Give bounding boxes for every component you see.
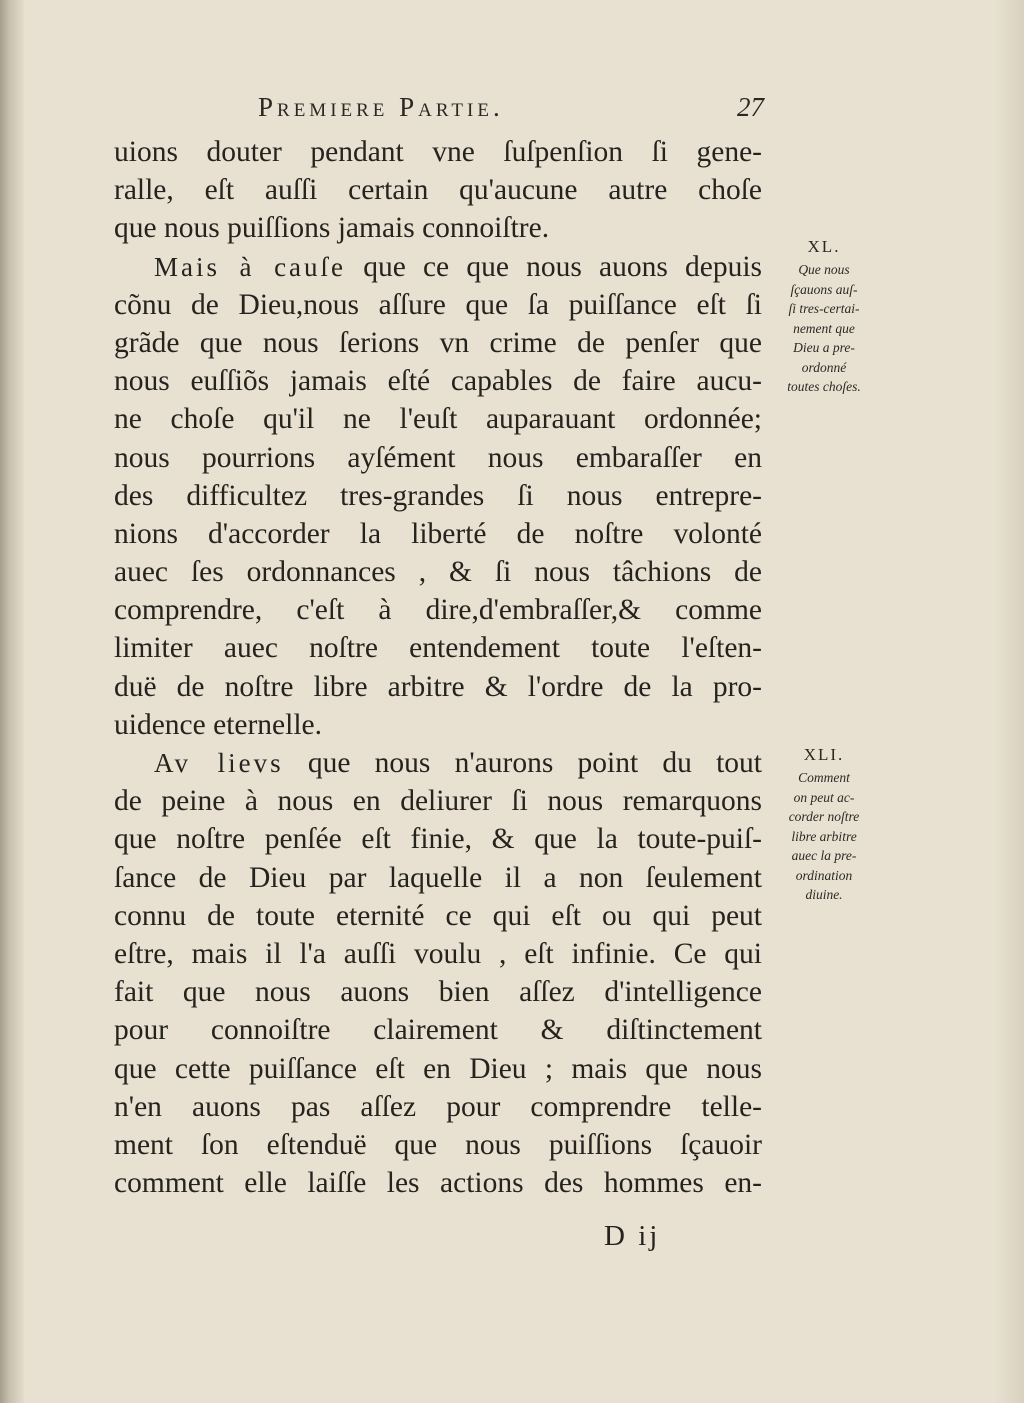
page-edge-shadow bbox=[994, 0, 1024, 1403]
main-text-block bbox=[114, 133, 762, 1202]
text-line: nous pourrions ayſément nous embaraſſer en bbox=[114, 441, 762, 474]
margin-note-xli bbox=[770, 744, 878, 905]
signature-mark: D ij bbox=[604, 1220, 661, 1252]
text-line: grãde que nous ſerions vn crime de penſer que bbox=[114, 326, 762, 359]
text-line: des difficultez tres-grandes ſi nous entrepre- bbox=[114, 479, 762, 512]
margin-note-line: diuine. bbox=[805, 887, 843, 902]
text-line: fait que nous auons bien aſſez d'intelligence bbox=[114, 976, 762, 1009]
margin-note-line: on peut ac- bbox=[793, 789, 855, 805]
margin-note-line: ordonné bbox=[801, 359, 847, 375]
margin-note-number: XLI. bbox=[803, 745, 845, 764]
paragraph-opener: Av lievs bbox=[154, 748, 284, 778]
text-line: nions d'accorder la liberté de noſtre volonté bbox=[114, 517, 762, 550]
margin-note-line: ſçauons auſ- bbox=[790, 281, 858, 297]
page-number: 27 bbox=[737, 92, 764, 122]
text-line: comprendre, c'eſt à dire,d'embraſſer,& comme bbox=[114, 594, 762, 627]
text-line: connu de toute eternité ce qui eſt ou qui peut bbox=[114, 899, 762, 932]
text-line: limiter auec noſtre entendement toute l'eſten- bbox=[114, 632, 762, 665]
text-line: pour connoiſtre clairement & diſtinctement bbox=[114, 1014, 762, 1047]
margin-note-line: Dieu a pre- bbox=[793, 340, 855, 355]
text-line: ment ſon eſtenduë que nous puiſſions ſçauoir bbox=[114, 1128, 762, 1161]
margin-note-line: corder noſtre bbox=[788, 809, 860, 824]
text-line: duë de noſtre libre arbitre & l'ordre de la pro- bbox=[114, 670, 762, 703]
margin-note-line: toutes choſes. bbox=[787, 379, 861, 394]
text-line: que cette puiſſance eſt en Dieu ; mais que nous bbox=[114, 1052, 762, 1085]
text-line: comment elle laiſſe les actions des hommes en- bbox=[114, 1167, 762, 1200]
margin-note-xl bbox=[770, 236, 878, 397]
text-line: n'en auons pas aſſez pour comprendre telle- bbox=[114, 1090, 762, 1123]
running-title: Premiere Partie. bbox=[258, 92, 504, 122]
margin-note-line: ſi tres-certai- bbox=[788, 301, 860, 316]
text-line: cõnu de Dieu,nous aſſure que ſa puiſſance eſt ſi bbox=[114, 288, 762, 321]
paragraph-opening-line bbox=[114, 744, 762, 782]
paragraph-opening-line bbox=[114, 248, 762, 286]
paragraph-opener: Mais à cauſe bbox=[154, 251, 347, 282]
page-header bbox=[258, 92, 768, 132]
text-line: que noſtre penſée eſt finie, & que la toute-puiſ- bbox=[114, 823, 762, 856]
margin-note-line: nement que bbox=[793, 320, 855, 336]
margin-note-line: Que nous bbox=[798, 262, 850, 277]
margin-note-line: auec la pre- bbox=[791, 848, 857, 863]
text-line: ralle, eſt auſſi certain qu'aucune autre choſe bbox=[114, 174, 762, 207]
text-line: eſtre, mais il l'a auſſi voulu , eſt infinie. Ce qui bbox=[114, 937, 762, 970]
text-line-rest: que nous n'aurons point du tout bbox=[307, 747, 763, 779]
text-line: ne choſe qu'il ne l'euſt auparauant ordonnée; bbox=[114, 403, 762, 436]
margin-note-line: ordination bbox=[795, 867, 853, 883]
margin-note-line: Comment bbox=[798, 770, 850, 785]
text-line: ſance de Dieu par laquelle il a non ſeulement bbox=[114, 861, 762, 894]
text-line: uidence eternelle. bbox=[114, 708, 323, 741]
margin-note-number: XL. bbox=[807, 237, 841, 256]
text-line-rest: que ce que nous auons depuis bbox=[363, 250, 763, 283]
margin-note-line: libre arbitre bbox=[791, 828, 857, 844]
text-line: que nous puiſſions jamais connoiſtre. bbox=[114, 212, 550, 245]
text-line: uions douter pendant vne ſuſpenſion ſi gene- bbox=[114, 136, 762, 168]
text-line: de peine à nous en deliurer ſi nous remarquons bbox=[114, 785, 762, 818]
text-line: nous euſſiõs jamais eſté capables de faire aucu- bbox=[114, 365, 762, 398]
text-line: auec ſes ordonnances , & ſi nous tâchions de bbox=[114, 556, 762, 589]
binding-gutter bbox=[0, 0, 24, 1403]
